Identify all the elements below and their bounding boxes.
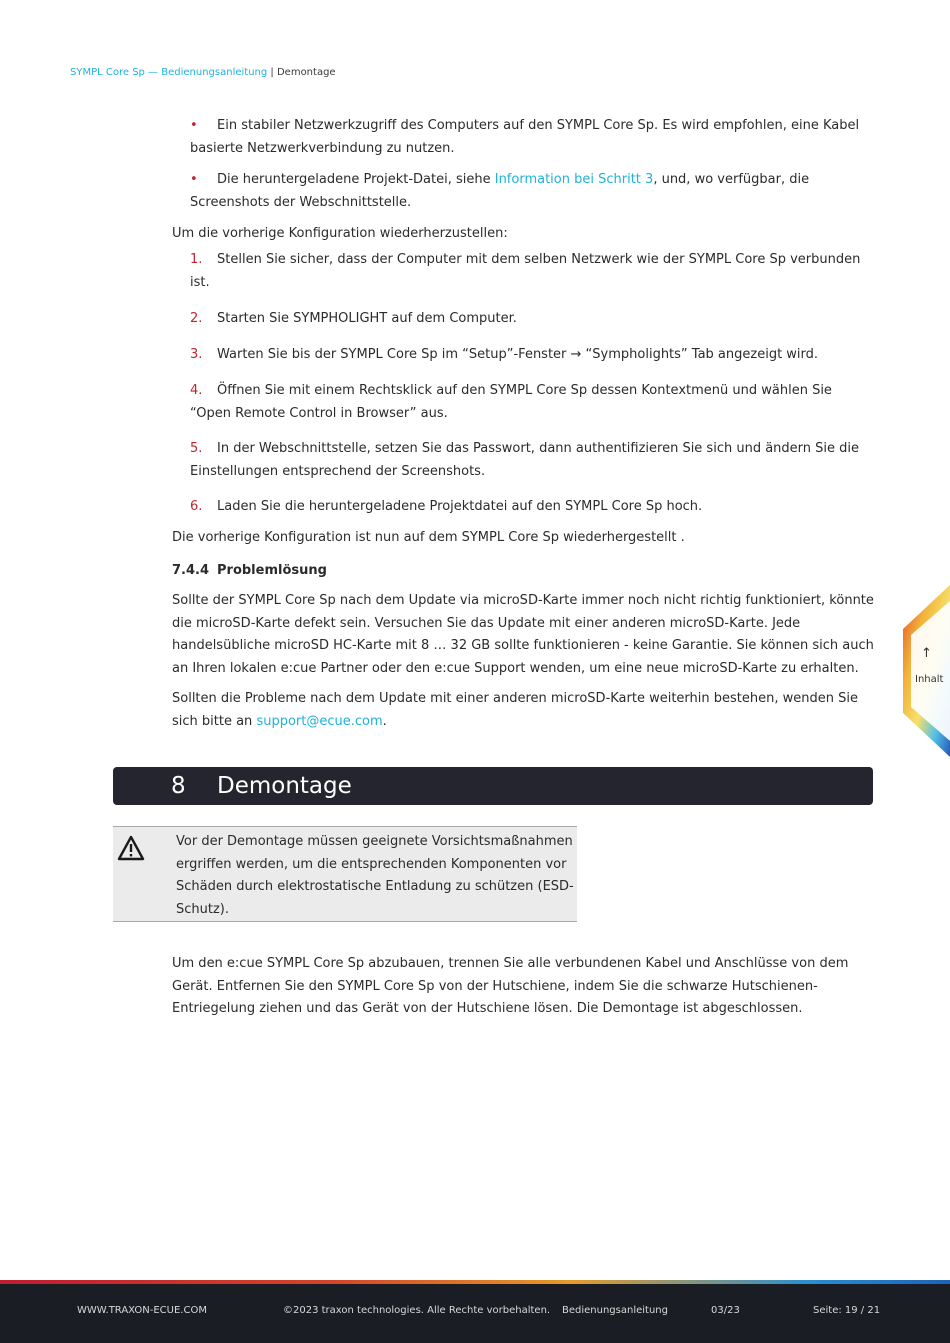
support-paragraph	[172, 688, 874, 733]
footer-color-stripe	[0, 1280, 950, 1284]
step-number: 4.	[190, 383, 203, 398]
support-email-link[interactable]: support@ecue.com	[256, 713, 383, 729]
step-item	[190, 438, 874, 483]
step-item	[190, 496, 874, 519]
restore-intro: Um die vorherige Konfiguration wiederherzustellen:	[172, 226, 508, 241]
chapter-title: Demontage	[217, 773, 352, 799]
bullet-marker: •	[190, 172, 198, 187]
table-of-contents-tab[interactable]	[903, 585, 950, 757]
breadcrumb-current: Demontage	[276, 67, 336, 78]
step-text: Öffnen Sie mit einem Rechtsklick auf den SYMPL Core Sp dessen Kontextmenü und wählen Sie “Open Remote Control in Browser” aus.	[190, 383, 832, 421]
step-text: Laden Sie die heruntergeladene Projektdatei auf den SYMPL Core Sp hoch.	[217, 499, 703, 514]
support-text: Sollten die Probleme nach dem Update mit einer anderen microSD-Karte weiterhin bestehen, wenden Sie sich bitte an	[172, 691, 858, 729]
footer-website[interactable]: WWW.TRAXON-ECUE.COM	[77, 1305, 207, 1316]
step-item	[190, 344, 874, 367]
support-text-tail: .	[382, 713, 387, 729]
footer-copyright: ©2023 traxon technologies. Alle Rechte vorbehalten.	[283, 1305, 551, 1316]
list-item-text-tail: , und, wo verfügbar, die Screenshots der Webschnittstelle.	[190, 172, 810, 210]
arrow-up-icon: ↑	[921, 646, 932, 661]
step-item	[190, 308, 874, 331]
warning-text: Vor der Demontage müssen geeignete Vorsichtsmaßnahmen ergriffen werden, um die entsprechenden Komponenten vor Schäden durch elektrostatische Entladung zu schützen (ESD-Schutz).	[176, 834, 574, 917]
step-number: 1.	[190, 252, 203, 267]
step-text: Stellen Sie sicher, dass der Computer mit dem selben Netzwerk wie der SYMPL Core Sp verbunden ist.	[190, 252, 861, 290]
restore-done-text: Die vorherige Konfiguration ist nun auf dem SYMPL Core Sp wiederhergestellt .	[172, 530, 685, 545]
warning-box	[113, 826, 577, 922]
section-number: 7.4.4	[172, 563, 210, 578]
demontage-paragraph: Um den e:cue SYMPL Core Sp abzubauen, trennen Sie alle verbundenen Kabel und Anschlüsse von dem Gerät. Entfernen Sie den SYMPL Core Sp von der Hutschiene, indem Sie die schwarze Hutschienen-Entriegelung ziehen und das Gerät von der Hutschiene lösen. Die Demontage ist abgeschlossen.	[172, 956, 849, 1016]
footer-doctype: Bedienungsanleitung	[562, 1305, 668, 1316]
bullet-marker: •	[190, 118, 198, 133]
troubleshooting-paragraph: Sollte der SYMPL Core Sp nach dem Update via microSD-Karte immer noch nicht richtig funktioniert, könnte die microSD-Karte defekt sein. Versuchen Sie das Update mit einer anderen microSD-Karte. Jede handelsübliche microSD HC-Karte mit 8 … 32 GB sollte funktionieren - keine Garantie. Sie können sich auch an Ihren lokalen e:cue Partner oder den e:cue Support wenden, um eine neue microSD-Karte zu erhalten.	[172, 593, 874, 676]
side-tab-shape	[903, 585, 950, 757]
step-item	[190, 380, 874, 425]
step-item	[190, 249, 874, 294]
step-text: In der Webschnittstelle, setzen Sie das Passwort, dann authentifizieren Sie sich und ändern Sie die Einstellungen entsprechend der Screenshots.	[190, 441, 860, 479]
list-item-text: Die heruntergeladene Projekt-Datei, siehe	[217, 172, 495, 187]
section-title: Problemlösung	[217, 563, 327, 578]
breadcrumb	[70, 66, 336, 80]
step-number: 6.	[190, 499, 203, 514]
chapter-header	[113, 767, 873, 805]
step-number: 2.	[190, 311, 203, 326]
footer-version: 03/23	[711, 1305, 740, 1316]
toc-tab-label: Inhalt	[915, 674, 944, 685]
breadcrumb-doc-link[interactable]: SYMPL Core Sp — Bedienungsanleitung	[70, 67, 268, 78]
chapter-number: 8	[171, 773, 186, 799]
list-item	[190, 169, 874, 214]
page-footer	[0, 1280, 950, 1343]
step-number: 3.	[190, 347, 203, 362]
step-text: Warten Sie bis der SYMPL Core Sp im “Setup”-Fenster → “Sympholights” Tab angezeigt wird.	[217, 347, 819, 362]
list-item-text: Ein stabiler Netzwerkzugriff des Computers auf den SYMPL Core Sp. Es wird empfohlen, eine Kabel basierte Netzwerkverbindung zu nutzen.	[190, 118, 860, 156]
step-text: Starten Sie SYMPHOLIGHT auf dem Computer.	[217, 311, 517, 326]
section-heading	[172, 560, 327, 583]
list-item	[190, 115, 874, 160]
step3-info-link[interactable]: Information bei Schritt 3	[494, 172, 654, 187]
warning-triangle-icon	[117, 835, 145, 861]
footer-page-number: Seite: 19 / 21	[813, 1305, 881, 1316]
breadcrumb-separator: |	[267, 67, 277, 78]
step-number: 5.	[190, 441, 203, 456]
